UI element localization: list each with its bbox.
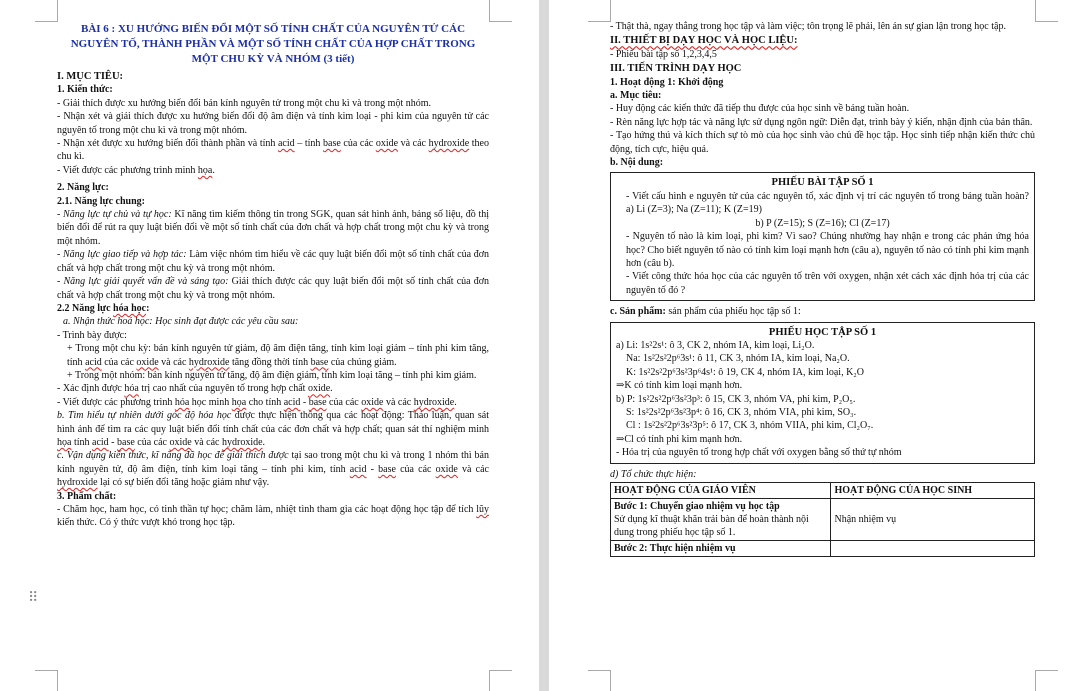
subsection-heading: 2.2 Năng lực hóa học: [57, 302, 150, 314]
paragraph: d) Tổ chức thực hiện: [610, 468, 697, 480]
margin-corner [489, 670, 512, 691]
paragraph: - Nguyên tố nào là kim loại, phi kim? Vì sao? Chúng nhường hay nhận e trong các phản ứng hóa học? Cho biết nguyên tố nào có tính kim loại mạnh hơn (câu a), nguyên tố nào có tính phi kim mạnh hơn (câu b). [626, 231, 1029, 269]
paragraph: ⇒K có tính kim loại mạnh hơn. [616, 380, 743, 392]
page-2-content[interactable] [610, 20, 1035, 557]
table-header-student: HOẠT ĐỘNG CỦA HỌC SINH [831, 483, 1035, 499]
subsection-heading: b. Nội dung: [610, 157, 664, 169]
paragraph: - Thật thà, ngay thẳng trong học tập và làm việc; tôn trọng lẽ phải, lên án sự gian lận trong học tập. [610, 21, 1006, 32]
table-cell: Bước 2: Thực hiện nhiệm vụ [611, 541, 831, 557]
table-header-teacher: HOẠT ĐỘNG CỦA GIÁO VIÊN [611, 483, 831, 499]
paragraph: + Trong một nhóm: bán kính nguyên tử tăng, độ âm điện giảm, tính kim loại tăng – tính phi kim giảm. [67, 369, 477, 381]
worksheet-box [610, 172, 1035, 301]
paragraph: - Tạo hứng thú và kích thích sự tò mò của học sinh vào chủ đề học tập. Học sinh tiếp nhận kiến thức chủ động, tích cực, hiệu quả. [610, 130, 1035, 155]
section-heading: III. TIẾN TRÌNH DẠY HỌC [610, 63, 742, 75]
paragraph: - Chăm học, ham học, có tinh thần tự học; chăm làm, nhiệt tình tham gia các hoạt động học tập để tích lũy kiến thức. Có ý thức vượt khó trong học tập. [57, 504, 489, 529]
paragraph: - Viết được các phương trình minh họa. [57, 164, 215, 176]
answer-sheet-title: PHIẾU HỌC TẬP SỐ 1 [768, 326, 877, 338]
paragraph: b. Tìm hiểu tự nhiên dưới góc độ hóa học được thực hiện thông qua các hoạt động: Thảo luận, quan sát hình ảnh để tìm ra các quy luật biến đổi tính chất của các đơn chất và hợp chất; quan sát thí nghiệm minh họa tính acid - base của các oxide và các hydroxide. [57, 410, 489, 448]
paragraph: - Năng lực giao tiếp và hợp tác: Làm việc nhóm tìm hiểu về các quy luật biến đổi một số tính chất của đơn chất và hợp chất trong một chu kỳ và trong một nhóm. [57, 249, 489, 274]
page-gutter [539, 0, 549, 691]
drag-handle-icon[interactable]: ⠿ [28, 591, 40, 606]
margin-corner [588, 670, 611, 691]
step-title: Bước 1: Chuyển giao nhiệm vụ học tập [614, 501, 780, 512]
subsection-heading: 3. Phẩm chất: [57, 490, 117, 502]
margin-corner [588, 0, 611, 22]
paragraph: - Phiếu bài tập số 1,2,3,4,5 [610, 48, 717, 60]
paragraph: - Hóa trị của nguyên tố trong hợp chất với oxygen bằng số thứ tự nhóm [616, 447, 902, 459]
paragraph: - Viết cấu hình e nguyên tử của các nguyên tố, xác định vị trí các nguyên tố trong bảng tuần hoàn? a) Li (Z=3); Na (Z=11); K (Z=19) [626, 190, 1029, 216]
paragraph: ⇒Cl có tính phi kim mạnh hơn. [616, 433, 743, 445]
lesson-title: BÀI 6 : XU HƯỚNG BIẾN ĐỔI MỘT SỐ TÍNH CHẤT CỦA NGUYÊN TỬ CÁC NGUYÊN TỐ, THÀNH PHẦN VÀ MỘT SỐ TÍNH CHẤT CỦA HỢP CHẤT TRONG MỘT CHU KỲ VÀ NHÓM (3 tiết) [70, 23, 476, 65]
paragraph: Cl : 1s²2s²2p⁶3s²3p⁵: ô 17, CK 3, nhóm VIIA, phi kim, Cl₂O₇. [626, 420, 874, 432]
document-page-1 [0, 0, 539, 691]
paragraph: a) Li: 1s²2s¹: ô 3, CK 2, nhóm IA, kim loại, Li₂O. [616, 339, 815, 351]
activity-table [610, 482, 1035, 557]
answer-sheet-box [610, 322, 1035, 464]
table-cell [611, 499, 831, 541]
margin-corner [489, 0, 512, 22]
paragraph: - Huy động các kiến thức đã tiếp thu được của học sinh về bảng tuần hoàn. [610, 103, 910, 115]
section-heading: II. THIẾT BỊ DẠY HỌC VÀ HỌC LIỆU: [610, 35, 798, 47]
paragraph: S: 1s²2s²2p⁶3s²3p⁴: ô 16, CK 3, nhóm VIA, phi kim, SO₃. [626, 406, 857, 418]
paragraph: - Năng lực tự chủ và tự học: Kĩ năng tìm kiếm thông tin trong SGK, quan sát hình ảnh, bảng số liệu, đồ thị biến đổi để rút ra quy luật biến đổi về một số tính chất của đơn chất và hợp chất trong một chu kỳ và trong một nhóm. [57, 209, 489, 247]
paragraph: c. Vận dụng kiến thức, kĩ năng đã học để giải thích được tại sao trong một chu kì và trong 1 nhóm thì bán kính nguyên tử, độ âm điện, tính kim loại tăng – tính phi kim, tính acid - base của các oxide và các hydroxide lại có sự biến đổi tăng hoặc giảm như vậy. [57, 450, 489, 489]
table-cell [831, 541, 1035, 557]
paragraph: - Viết công thức hóa học của các nguyên tố trên với oxygen, nhận xét cách xác định hóa trị của các nguyên tố đó ? [626, 271, 1029, 296]
subsection-heading: 1. Kiến thức: [57, 84, 113, 96]
paragraph: - Xác định được hóa trị cao nhất của nguyên tố trong hợp chất oxide. [57, 383, 333, 395]
table-header-row [611, 483, 1035, 499]
subsection-heading: 1. Hoạt động 1: Khởi động [610, 76, 724, 88]
paragraph: Na: 1s²2s²2p⁶3s¹: ô 11, CK 3, nhóm IA, kim loại, Na₂O. [626, 353, 850, 365]
paragraph: + Trong một chu kỳ: bán kính nguyên tử giảm, độ âm điện tăng, tính kim loại giảm – tính phi kim tăng, tính acid của các oxide và các hydroxide tăng đồng thời tính base của chúng giảm. [67, 343, 489, 368]
paragraph: c. Sản phẩm: sản phẩm của phiếu học tập số 1: [610, 306, 801, 318]
step-text: Sử dụng kĩ thuật khăn trải bàn để hoàn thành nội dung trong phiếu học tập số 1. [614, 514, 809, 538]
margin-corner [1035, 670, 1058, 691]
paragraph: - Nhận xét và giải thích được xu hướng biến đổi độ âm điện và tính kim loại - phi kim của nguyên tử các nguyên tố trong một chu kì và trong một nhóm. [57, 111, 489, 136]
table-row [611, 541, 1035, 557]
paragraph: K: 1s²2s²2p⁶3s²3p⁶4s¹: ô 19, CK 4, nhóm IA, kim loại, K₂O [626, 366, 865, 378]
table-row [611, 499, 1035, 541]
table-cell: Nhận nhiệm vụ [831, 499, 1035, 541]
paragraph: - Rèn năng lực hợp tác và năng lực sử dụng ngôn ngữ: Diễn đạt, trình bày ý kiến, nhận định của bản thân. [610, 116, 1033, 128]
paragraph: - Viết được các phương trình hóa học minh họa cho tính acid - base của các oxide và các hydroxide. [57, 396, 457, 408]
page-1-content[interactable] [57, 20, 489, 530]
subsection-heading: 2.1. Năng lực chung: [57, 195, 145, 207]
paragraph: - Trình bày được: [57, 329, 127, 341]
document-page-2 [549, 0, 1082, 691]
margin-corner [1035, 0, 1058, 22]
margin-corner [35, 0, 58, 22]
paragraph: a. Nhận thức hoá học: Học sinh đạt được các yêu cầu sau: [63, 316, 299, 328]
paragraph: b) P (Z=15); S (Z=16); Cl (Z=17) [755, 217, 890, 229]
paragraph: - Giải thích được xu hướng biến đổi bán kính nguyên tử trong một chu kì và trong một nhóm. [57, 97, 432, 109]
section-heading: I. MỤC TIÊU: [57, 71, 124, 82]
worksheet-title: PHIẾU BÀI TẬP SỐ 1 [771, 177, 874, 189]
paragraph: - Nhận xét được xu hướng biến đổi thành phần và tính acid – tính base của các oxide và các hydroxide theo chu kì. [57, 138, 489, 163]
subsection-heading: a. Mục tiêu: [610, 90, 662, 102]
paragraph: - Năng lực giải quyết vấn đề và sáng tạo: Giải thích được các quy luật biến đổi một số tính chất của đơn chất và hợp chất trong một chu kỳ và trong một nhóm. [57, 276, 489, 301]
margin-corner [35, 670, 58, 691]
subsection-heading: 2. Năng lực: [57, 182, 109, 194]
paragraph: b) P: 1s²2s²2p⁶3s²3p³: ô 15, CK 3, nhóm VA, phi kim, P₂O₅. [616, 393, 856, 405]
